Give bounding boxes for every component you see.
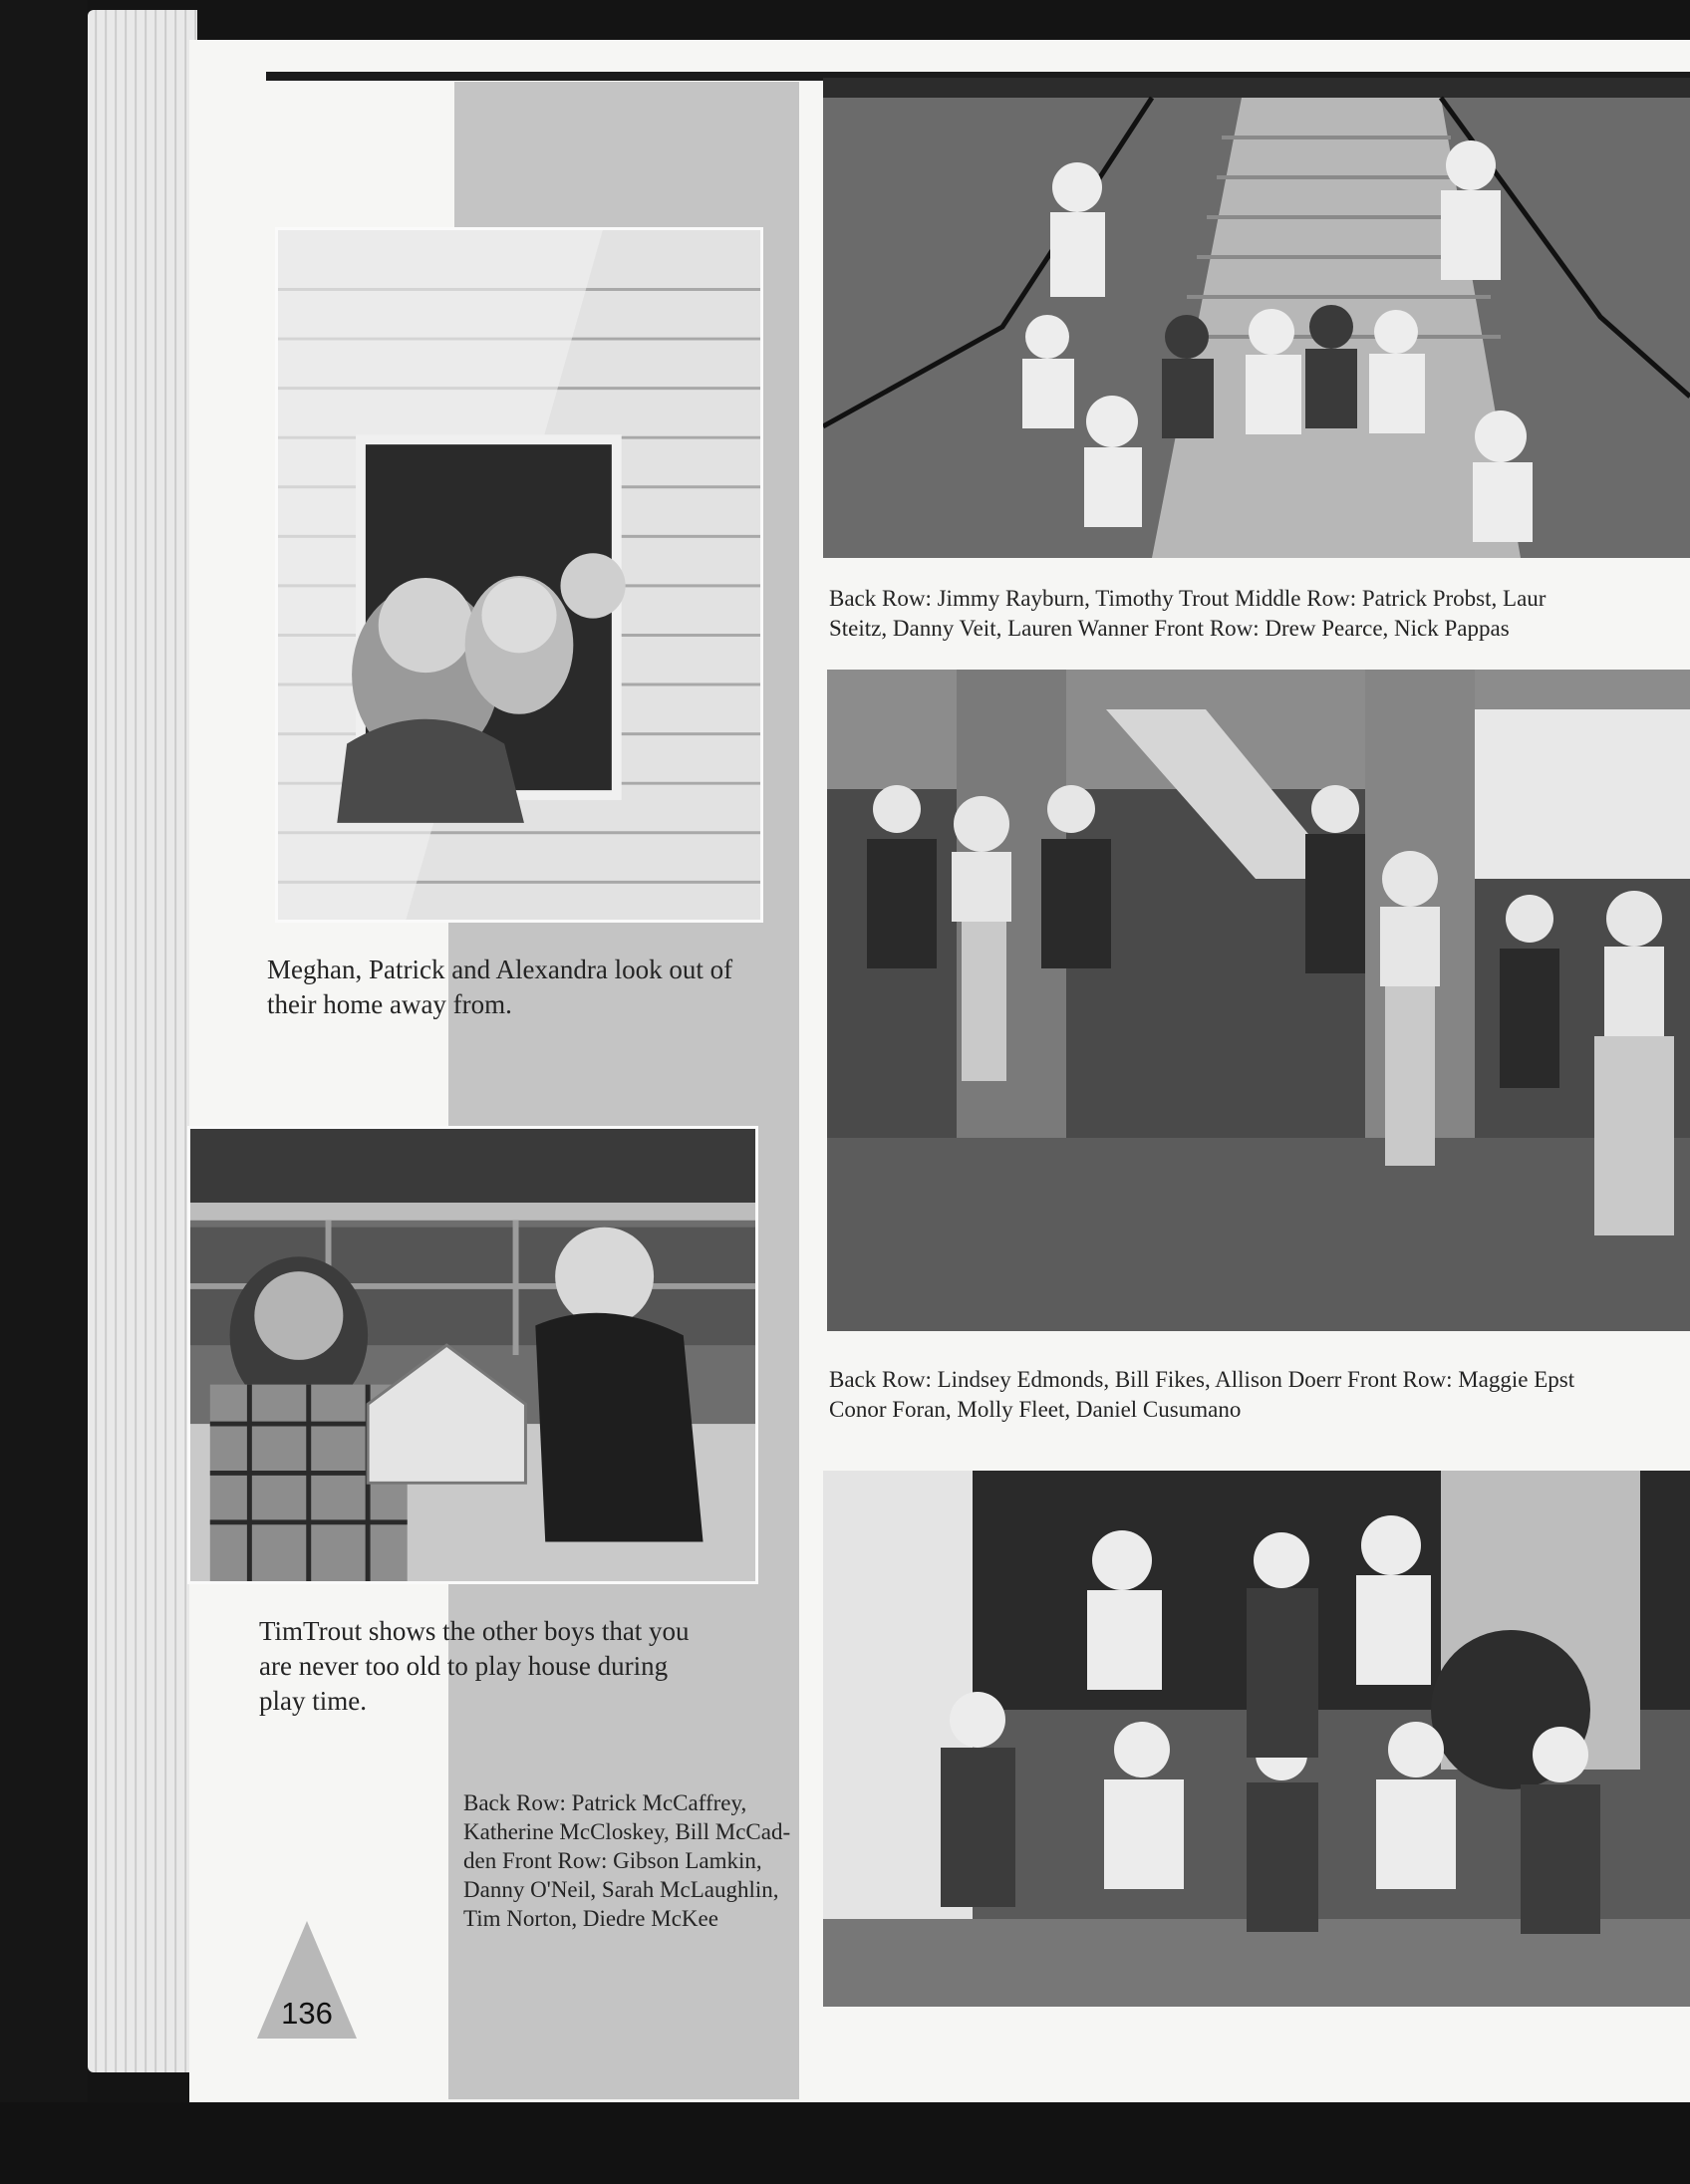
caption-stairs-line-2: Steitz, Danny Veit, Lauren Wanner Front Row: Drew Pearce, Nick Pappas [829, 616, 1510, 641]
binding-shadow [0, 0, 88, 2184]
caption-stairs-line-1: Back Row: Jimmy Rayburn, Timothy Trout Middle Row: Patrick Probst, Laur [829, 586, 1547, 611]
caption-playhouse-window: Meghan, Patrick and Alexandra look out of their home away from. [267, 955, 733, 1019]
caption-trees-line-2: Conor Foran, Molly Fleet, Daniel Cusumano [829, 1397, 1242, 1422]
caption-trees-line-1: Back Row: Lindsey Edmonds, Bill Fikes, Allison Doerr Front Row: Maggie Epst [829, 1367, 1575, 1392]
caption-stairs-group [829, 584, 1690, 644]
caption-trees-group [829, 1365, 1690, 1425]
caption-slide-group: Back Row: Patrick McCaffrey, Katherine McCloskey, Bill McCad-den Front Row: Gibson Lamkin, Danny O'Neil, Sarah McLaughlin, Tim Norton, Diedre McKee [463, 1790, 791, 1931]
photo-playhouse-window [275, 227, 763, 923]
page-number: 136 [281, 1996, 333, 2031]
photo-slide-group [823, 1471, 1690, 2007]
photo-play-house [187, 1126, 758, 1584]
caption-play-house: TimTrout shows the other boys that you are never too old to play house during play time. [259, 1616, 690, 1716]
bottom-shadow [0, 2102, 1690, 2184]
page-edges [88, 10, 197, 2072]
photo-stairs-group [823, 78, 1690, 558]
photo-trees-group [827, 670, 1690, 1331]
gray-panel-top [454, 82, 799, 227]
